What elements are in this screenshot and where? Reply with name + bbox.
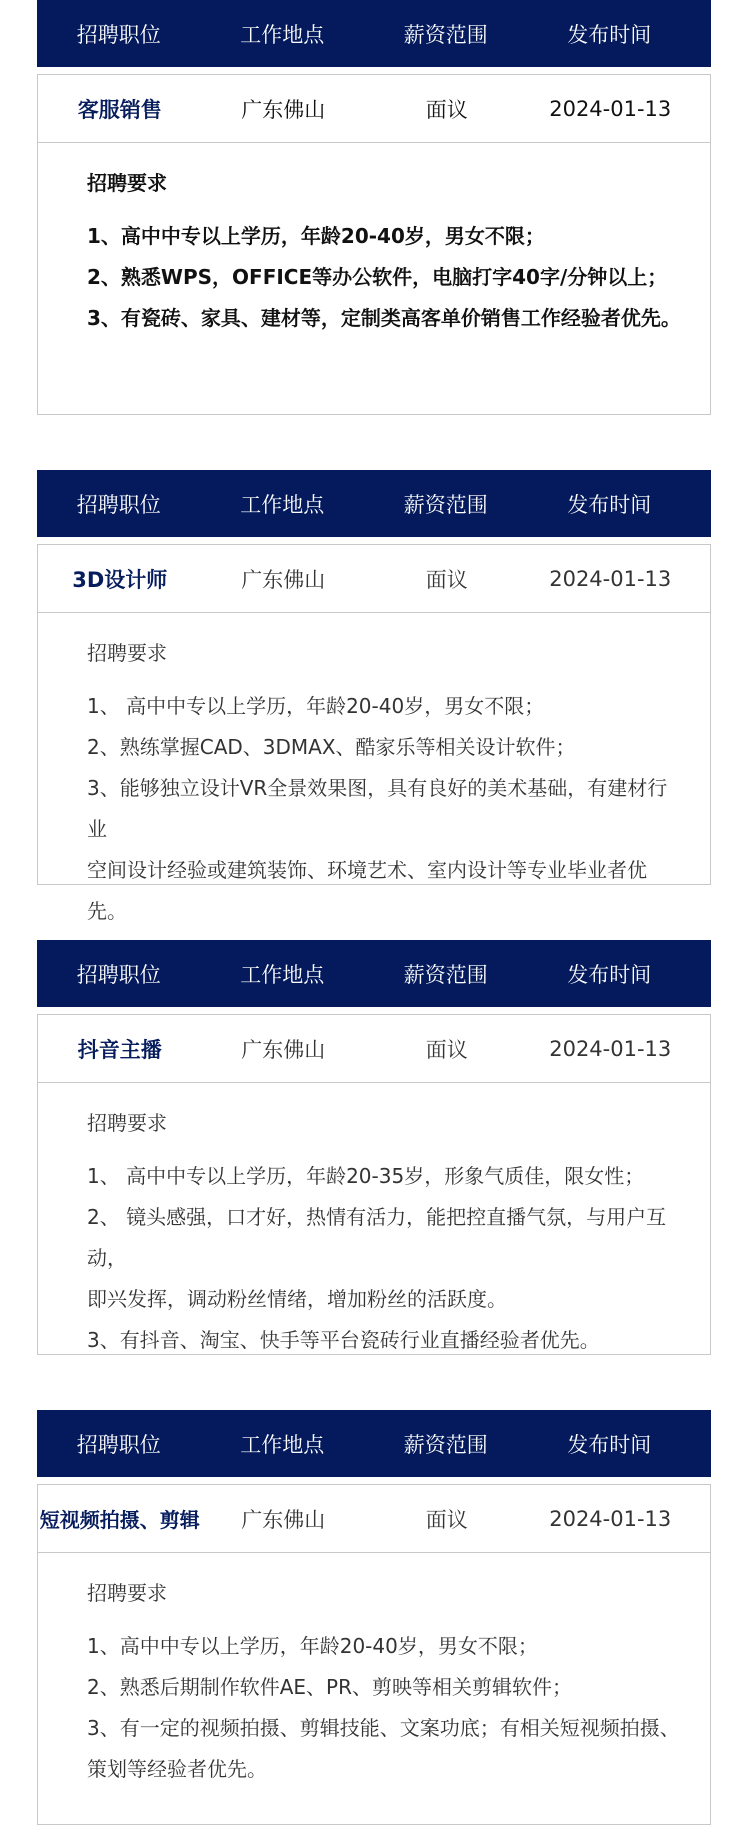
job-table-header <box>37 0 711 67</box>
requirement-item: 1、高中中专以上学历，年龄20-40岁，男女不限； <box>87 224 545 248</box>
header-position: 招聘职位 <box>76 1432 161 1457</box>
job-requirements <box>37 1083 711 1355</box>
job-date: 2024-01-13 <box>549 96 672 121</box>
job-salary: 面议 <box>425 567 468 592</box>
header-position: 招聘职位 <box>76 962 161 987</box>
job-position: 抖音主播 <box>77 1037 162 1062</box>
job-position: 短视频拍摄、剪辑 <box>39 1508 200 1532</box>
requirement-item: 3、能够独立设计VR全景效果图，具有良好的美术基础，有建材行业 <box>87 776 668 841</box>
job-table-header <box>37 1410 711 1477</box>
job-table-header <box>37 470 711 537</box>
job-summary-row <box>37 1484 711 1553</box>
requirement-item: 1、 高中中专以上学历，年龄20-40岁，男女不限； <box>87 694 545 718</box>
header-salary: 薪资范围 <box>403 492 488 517</box>
header-position: 招聘职位 <box>76 492 161 517</box>
job-summary-row <box>37 1014 711 1083</box>
job-location: 广东佛山 <box>241 1507 326 1532</box>
job-location: 广东佛山 <box>241 1037 326 1062</box>
job-card <box>37 1410 711 1825</box>
requirement-item: 即兴发挥，调动粉丝情绪，增加粉丝的活跃度。 <box>87 1287 507 1311</box>
header-location: 工作地点 <box>240 492 325 517</box>
header-date: 发布时间 <box>567 22 652 47</box>
job-table-header <box>37 940 711 1007</box>
header-date: 发布时间 <box>567 492 652 517</box>
job-card <box>37 940 711 1355</box>
job-requirements <box>37 613 711 923</box>
job-location: 广东佛山 <box>241 567 326 592</box>
job-card <box>37 470 711 923</box>
requirement-item: 2、熟练掌握CAD、3DMAX、酷家乐等相关设计软件； <box>87 735 576 759</box>
job-card <box>37 0 711 415</box>
requirements-title: 招聘要求 <box>87 1581 167 1605</box>
header-location: 工作地点 <box>240 1432 325 1457</box>
job-position: 客服销售 <box>77 97 162 122</box>
requirements-title: 招聘要求 <box>87 1111 167 1135</box>
requirement-item: 1、 高中中专以上学历，年龄20-35岁，形象气质佳，限女性； <box>87 1164 645 1188</box>
job-salary: 面议 <box>425 97 468 122</box>
job-position: 3D设计师 <box>72 567 168 592</box>
requirement-item: 3、有一定的视频拍摄、剪辑技能、文案功底；有相关短视频拍摄、 <box>87 1716 680 1740</box>
requirements-title: 招聘要求 <box>87 171 167 195</box>
job-date: 2024-01-13 <box>549 1506 672 1531</box>
job-requirements <box>37 1553 711 1825</box>
header-salary: 薪资范围 <box>403 962 488 987</box>
job-date: 2024-01-13 <box>549 566 672 591</box>
job-salary: 面议 <box>425 1037 468 1062</box>
job-salary: 面议 <box>425 1507 468 1532</box>
requirement-item: 2、熟悉后期制作软件AE、PR、剪映等相关剪辑软件； <box>87 1675 572 1699</box>
requirements-title: 招聘要求 <box>87 641 167 665</box>
job-location: 广东佛山 <box>241 97 326 122</box>
header-location: 工作地点 <box>240 22 325 47</box>
header-position: 招聘职位 <box>76 22 161 47</box>
requirement-item: 1、高中中专以上学历，年龄20-40岁，男女不限； <box>87 1634 538 1658</box>
job-summary-row <box>37 74 711 143</box>
requirement-item: 策划等经验者优先。 <box>87 1757 267 1781</box>
header-date: 发布时间 <box>567 962 652 987</box>
requirement-item: 3、有抖音、淘宝、快手等平台瓷砖行业直播经验者优先。 <box>87 1328 600 1352</box>
job-summary-row <box>37 544 711 613</box>
requirement-item: 2、 镜头感强，口才好，热情有活力，能把控直播气氛，与用户互动， <box>87 1205 667 1270</box>
header-location: 工作地点 <box>240 962 325 987</box>
header-salary: 薪资范围 <box>403 1432 488 1457</box>
job-requirements <box>37 143 711 415</box>
requirement-item: 2、熟悉WPS，OFFICE等办公软件，电脑打字40字/分钟以上； <box>87 265 668 289</box>
header-salary: 薪资范围 <box>403 22 488 47</box>
job-date: 2024-01-13 <box>549 1036 672 1061</box>
header-date: 发布时间 <box>567 1432 652 1457</box>
requirement-item: 空间设计经验或建筑装饰、环境艺术、室内设计等专业毕业者优先。 <box>87 858 647 923</box>
requirement-item: 3、有瓷砖、家具、建材等，定制类高客单价销售工作经验者优先。 <box>87 306 681 330</box>
